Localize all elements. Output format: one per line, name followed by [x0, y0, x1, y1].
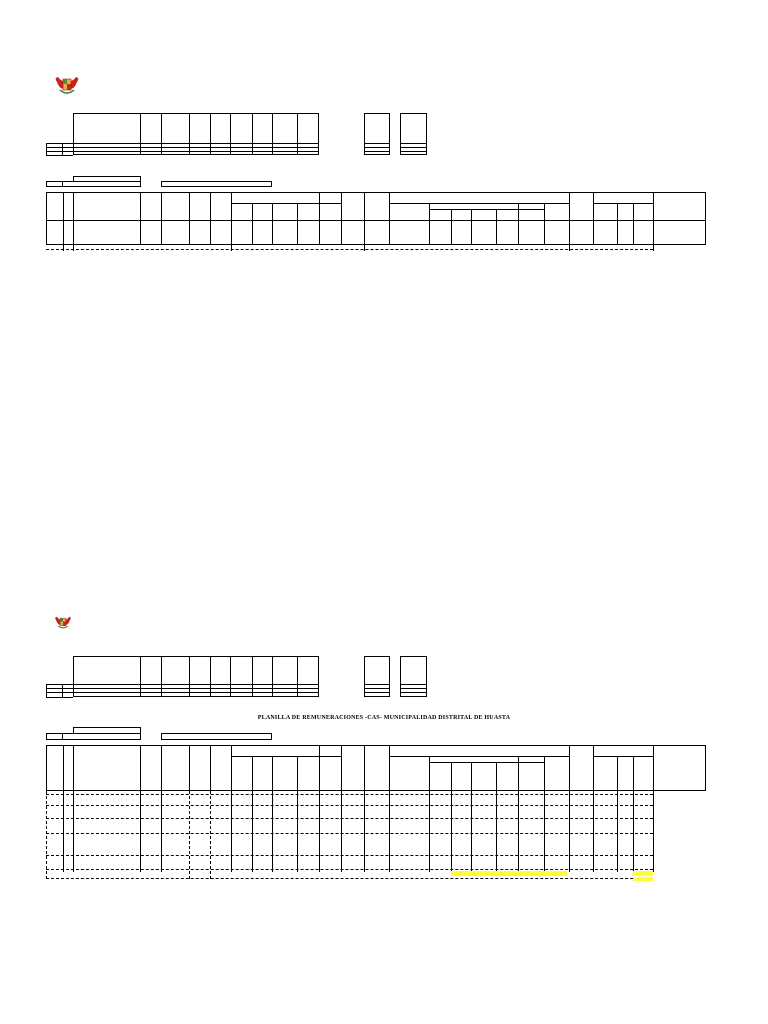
payroll-table-lower: [46, 745, 706, 791]
payroll-title: PLANILLA DE REMUNERACIONES -CAS- MUNICIPALIDAD DISTRITAL DE HUASTA: [257, 715, 511, 721]
payroll-table-upper: [46, 192, 706, 245]
coat-of-arms-emblem: [54, 76, 80, 96]
summary-table-lower: [73, 656, 319, 697]
summary-table-upper: [73, 113, 319, 155]
coat-of-arms-emblem: [54, 616, 72, 630]
total-highlight: [451, 871, 567, 876]
